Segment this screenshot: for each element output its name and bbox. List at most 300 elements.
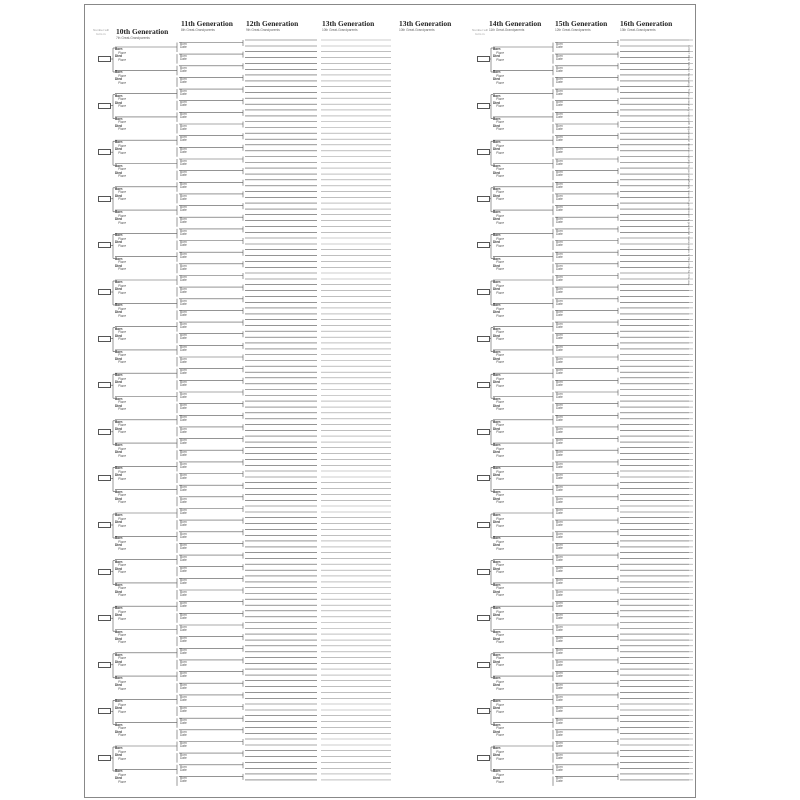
born-label: Born <box>556 496 563 501</box>
born-label: Born <box>115 210 123 215</box>
born-label: Born <box>493 116 501 121</box>
place-label: Place <box>118 586 126 591</box>
date-label: Date <box>556 336 563 341</box>
place-label: Place <box>118 243 126 248</box>
born-label: Born <box>493 233 501 238</box>
born-label: Born <box>493 186 501 191</box>
right-ancestor-number-box[interactable] <box>477 429 490 435</box>
right-ancestor-number-box[interactable] <box>477 289 490 295</box>
place-label: Place <box>118 236 126 241</box>
born-label: Born <box>180 403 187 408</box>
place-label: Place <box>496 563 504 568</box>
date-label: Date <box>556 173 563 178</box>
died-label: Died <box>493 147 500 152</box>
date-label: Date <box>180 697 187 702</box>
born-label: Born <box>556 112 563 117</box>
died-label: Died <box>115 729 122 734</box>
date-label: Date <box>180 80 187 85</box>
left-ancestor-number-box[interactable] <box>98 755 111 761</box>
header-left-12th: 12th Generation 9th Great-Grandparents <box>246 19 299 32</box>
born-label: Born <box>556 356 563 361</box>
born-label: Born <box>556 578 563 583</box>
place-label: Place <box>118 337 126 342</box>
date-label: Date <box>180 266 187 271</box>
date-label: Date <box>556 371 563 376</box>
date-label: Date <box>556 476 563 481</box>
left-ancestor-number-box[interactable] <box>98 336 111 342</box>
born-label: Born <box>556 251 563 256</box>
place-label: Place <box>496 500 504 505</box>
date-label: Date <box>556 732 563 737</box>
born-label: Born <box>493 676 501 681</box>
born-label: Born <box>556 484 563 489</box>
date-label: Date <box>556 56 563 61</box>
place-label: Place <box>496 570 504 575</box>
place-label: Place <box>118 150 126 155</box>
right-ancestor-number-box[interactable] <box>477 242 490 248</box>
place-label: Place <box>496 104 504 109</box>
died-label: Died <box>115 613 122 618</box>
date-label: Date <box>180 289 187 294</box>
born-label: Born <box>556 205 563 210</box>
place-label: Place <box>496 360 504 365</box>
right-ancestor-number-box[interactable] <box>477 755 490 761</box>
born-label: Born <box>115 722 123 727</box>
born-label: Born <box>556 170 563 175</box>
date-label: Date <box>180 324 187 329</box>
place-label: Place <box>118 702 126 707</box>
date-label: Date <box>180 56 187 61</box>
died-label: Died <box>493 54 500 58</box>
place-label: Place <box>118 73 126 78</box>
born-label: Born <box>556 648 563 652</box>
died-label: Died <box>115 380 122 385</box>
place-label: Place <box>118 726 126 731</box>
place-label: Place <box>496 702 504 707</box>
born-label: Born <box>556 193 563 198</box>
died-label: Died <box>493 473 500 478</box>
born-label: Born <box>556 88 563 93</box>
born-label: Born <box>493 489 501 494</box>
born-label: Born <box>493 419 501 424</box>
date-label: Date <box>556 243 563 248</box>
place-label: Place <box>118 120 126 125</box>
left-ancestor-number-box[interactable] <box>98 242 111 248</box>
place-label: Place <box>496 733 504 738</box>
place-label: Place <box>118 167 126 171</box>
born-label: Born <box>180 426 187 431</box>
date-label: Date <box>180 173 187 178</box>
header-right-13th: 13th Generation 10th Great-Grandparents <box>399 19 452 32</box>
header-left-11th: 11th Generation 8th Great-Grandparents <box>181 19 233 32</box>
born-label: Born <box>493 443 501 448</box>
place-label: Place <box>118 143 126 148</box>
date-label: Date <box>180 709 187 714</box>
left-ancestor-number-box[interactable] <box>98 429 111 435</box>
date-label: Date <box>556 709 563 714</box>
right-ancestor-number-box[interactable] <box>477 336 490 342</box>
died-label: Died <box>115 77 122 82</box>
left-ancestor-number-box[interactable] <box>98 615 111 621</box>
date-label: Date <box>556 301 563 306</box>
place-label: Place <box>496 80 504 85</box>
place-label: Place <box>496 306 504 311</box>
place-label: Place <box>118 469 126 474</box>
born-label: Born <box>556 473 563 478</box>
born-label: Born <box>180 659 187 664</box>
left-ancestor-number-box[interactable] <box>98 522 111 528</box>
born-label: Born <box>180 601 187 606</box>
born-label: Born <box>180 240 187 245</box>
died-label: Died <box>115 426 122 431</box>
place-label: Place <box>496 127 504 132</box>
right-ancestor-number-box[interactable] <box>477 56 490 62</box>
born-label: Born <box>180 158 187 163</box>
place-label: Place <box>118 220 126 225</box>
left-ancestor-number-box[interactable] <box>98 382 111 388</box>
born-label: Born <box>556 682 563 687</box>
place-label: Place <box>118 686 126 691</box>
died-label: Died <box>493 450 500 455</box>
born-label: Born <box>556 589 563 594</box>
date-label: Date <box>556 685 563 690</box>
died-label: Died <box>115 496 122 501</box>
date-label: Date <box>556 219 563 224</box>
born-label: Born <box>180 671 187 676</box>
born-label: Born <box>180 205 187 210</box>
date-label: Date <box>556 604 563 609</box>
place-label: Place <box>118 423 126 428</box>
date-label: Date <box>556 406 563 411</box>
date-label: Date <box>180 336 187 341</box>
date-label: Date <box>180 616 187 620</box>
place-label: Place <box>118 360 126 365</box>
place-label: Place <box>496 523 504 528</box>
place-label: Place <box>496 709 504 714</box>
born-label: Born <box>556 240 563 245</box>
date-label: Date <box>180 126 187 131</box>
born-label: Born <box>115 47 123 51</box>
born-label: Born <box>180 438 187 443</box>
born-label: Born <box>180 123 187 128</box>
born-label: Born <box>180 216 187 221</box>
left-ancestor-number-box[interactable] <box>98 569 111 575</box>
right-ancestor-number-box[interactable] <box>477 475 490 481</box>
left-ancestor-number-box[interactable] <box>98 289 111 295</box>
place-label: Place <box>118 104 126 109</box>
born-label: Born <box>180 42 187 47</box>
date-label: Date <box>556 755 563 760</box>
date-label: Date <box>180 464 187 469</box>
born-label: Born <box>180 508 187 513</box>
left-ancestor-number-box[interactable] <box>98 708 111 714</box>
died-label: Died <box>493 543 500 548</box>
copyright-notice: ©2017 Ohio Kitchen Genealogy. To the extent any non-profit organization desires copying for personal/family research, permission is granted to make copies of this chart for this use. <box>687 45 691 286</box>
died-label: Died <box>115 776 122 781</box>
number-note-right: Number will form in <box>472 28 488 36</box>
born-label: Born <box>180 321 187 326</box>
place-label: Place <box>118 539 126 544</box>
right-ancestor-number-box[interactable] <box>477 615 490 621</box>
born-label: Born <box>556 764 563 769</box>
place-label: Place <box>118 313 126 318</box>
left-ancestor-number-box[interactable] <box>98 662 111 668</box>
place-label: Place <box>118 330 126 335</box>
died-label: Died <box>115 123 122 128</box>
date-label: Date <box>180 348 187 353</box>
born-label: Born <box>556 298 563 303</box>
right-ancestor-number-box[interactable] <box>477 382 490 388</box>
place-label: Place <box>118 570 126 575</box>
date-label: Date <box>556 616 563 620</box>
born-label: Born <box>180 135 187 140</box>
left-ancestor-number-box[interactable] <box>98 475 111 481</box>
place-label: Place <box>496 150 504 155</box>
place-label: Place <box>496 143 504 148</box>
place-label: Place <box>118 400 126 404</box>
date-label: Date <box>556 674 563 679</box>
date-label: Date <box>556 185 563 189</box>
date-label: Date <box>180 301 187 306</box>
died-label: Died <box>493 310 500 315</box>
date-label: Date <box>556 359 563 364</box>
date-label: Date <box>556 627 563 632</box>
died-label: Died <box>493 217 500 222</box>
place-label: Place <box>118 174 126 178</box>
place-label: Place <box>118 50 126 55</box>
right-ancestor-number-box[interactable] <box>477 522 490 528</box>
place-label: Place <box>496 593 504 598</box>
date-label: Date <box>556 161 563 166</box>
born-label: Born <box>115 303 123 308</box>
died-label: Died <box>493 496 500 501</box>
place-label: Place <box>118 500 126 505</box>
place-label: Place <box>496 400 504 404</box>
died-label: Died <box>493 706 500 711</box>
place-label: Place <box>118 779 126 784</box>
died-label: Died <box>115 636 122 641</box>
date-label: Date <box>180 779 187 784</box>
born-label: Born <box>556 531 563 536</box>
born-label: Born <box>556 659 563 664</box>
born-label: Born <box>115 396 123 401</box>
born-label: Born <box>115 606 123 611</box>
born-label: Born <box>556 426 563 431</box>
died-label: Died <box>493 77 500 82</box>
date-label: Date <box>180 231 187 236</box>
born-label: Born <box>180 461 187 466</box>
born-label: Born <box>493 303 501 308</box>
died-label: Died <box>493 380 500 385</box>
right-ancestor-number-box[interactable] <box>477 569 490 575</box>
right-ancestor-number-box[interactable] <box>477 103 490 109</box>
date-label: Date <box>556 697 563 702</box>
born-label: Born <box>493 629 501 634</box>
date-label: Date <box>180 45 187 50</box>
born-label: Born <box>556 182 563 186</box>
header-right-16th: 16th Generation 13th Great-Grandparents <box>620 19 673 32</box>
place-label: Place <box>118 563 126 568</box>
place-label: Place <box>496 586 504 591</box>
born-label: Born <box>493 70 501 75</box>
place-label: Place <box>496 779 504 784</box>
date-label: Date <box>556 383 563 387</box>
born-label: Born <box>556 228 563 233</box>
header-right-14th: 14th Generation 11th Great-Grandparents <box>489 19 542 32</box>
died-label: Died <box>493 589 500 594</box>
right-ancestor-number-box[interactable] <box>477 196 490 202</box>
born-label: Born <box>556 380 563 384</box>
place-label: Place <box>118 97 126 102</box>
date-label: Date <box>556 348 563 353</box>
born-label: Born <box>556 554 563 559</box>
born-label: Born <box>180 554 187 559</box>
date-label: Date <box>556 639 563 644</box>
died-label: Died <box>115 473 122 478</box>
died-label: Died <box>493 426 500 431</box>
date-label: Date <box>180 732 187 737</box>
place-label: Place <box>118 749 126 754</box>
date-label: Date <box>180 627 187 632</box>
date-label: Date <box>180 115 187 120</box>
born-label: Born <box>180 717 187 722</box>
date-label: Date <box>556 464 563 469</box>
place-label: Place <box>496 120 504 125</box>
born-label: Born <box>556 100 563 105</box>
place-label: Place <box>496 493 504 498</box>
place-label: Place <box>496 290 504 295</box>
born-label: Born <box>493 652 501 657</box>
died-label: Died <box>115 54 122 58</box>
place-label: Place <box>496 756 504 761</box>
died-label: Died <box>115 450 122 455</box>
born-label: Born <box>180 729 187 734</box>
born-label: Born <box>556 706 563 711</box>
place-label: Place <box>496 283 504 288</box>
born-label: Born <box>180 263 187 268</box>
left-ancestor-number-box[interactable] <box>98 103 111 109</box>
place-label: Place <box>496 446 504 451</box>
born-label: Born <box>180 228 187 233</box>
born-label: Born <box>493 559 501 564</box>
born-label: Born <box>115 769 123 774</box>
header-left-13th: 13th Generation 10th Great-Grandparents <box>322 19 375 32</box>
left-ancestor-number-box[interactable] <box>98 149 111 155</box>
born-label: Born <box>180 356 187 361</box>
born-label: Born <box>556 77 563 82</box>
born-label: Born <box>115 582 123 587</box>
right-ancestor-number-box[interactable] <box>477 662 490 668</box>
date-label: Date <box>556 150 563 154</box>
born-label: Born <box>556 321 563 326</box>
right-ancestor-number-box[interactable] <box>477 708 490 714</box>
date-label: Date <box>556 534 563 539</box>
born-label: Born <box>556 449 563 454</box>
born-label: Born <box>115 233 123 238</box>
date-label: Date <box>180 441 187 446</box>
place-label: Place <box>496 749 504 754</box>
left-ancestor-number-box[interactable] <box>98 196 111 202</box>
place-label: Place <box>496 633 504 637</box>
died-label: Died <box>493 729 500 734</box>
date-label: Date <box>556 499 563 504</box>
born-label: Born <box>556 694 563 699</box>
born-label: Born <box>180 77 187 82</box>
born-label: Born <box>556 42 563 47</box>
born-label: Born <box>115 326 123 331</box>
date-label: Date <box>180 744 187 749</box>
died-label: Died <box>115 683 122 688</box>
place-label: Place <box>496 236 504 241</box>
date-label: Date <box>180 755 187 760</box>
date-label: Date <box>180 161 187 166</box>
place-label: Place <box>118 640 126 644</box>
place-label: Place <box>118 516 126 521</box>
place-label: Place <box>118 80 126 85</box>
date-label: Date <box>556 115 563 120</box>
born-label: Born <box>556 345 563 350</box>
date-label: Date <box>556 91 563 96</box>
date-label: Date <box>180 91 187 96</box>
born-label: Born <box>556 438 563 443</box>
place-label: Place <box>496 167 504 171</box>
born-label: Born <box>180 484 187 489</box>
born-label: Born <box>556 158 563 163</box>
born-label: Born <box>556 65 563 70</box>
header-right-15th: 15th Generation 12th Great-Grandparents <box>555 19 608 32</box>
born-label: Born <box>493 466 501 471</box>
born-label: Born <box>493 606 501 611</box>
place-label: Place <box>118 593 126 598</box>
born-label: Born <box>556 741 563 746</box>
born-label: Born <box>115 373 123 378</box>
date-label: Date <box>180 534 187 539</box>
date-label: Date <box>556 452 563 457</box>
date-label: Date <box>556 569 563 574</box>
born-label: Born <box>180 53 187 58</box>
born-label: Born <box>556 543 563 548</box>
born-label: Born <box>180 682 187 687</box>
date-label: Date <box>180 452 187 457</box>
place-label: Place <box>496 686 504 691</box>
died-label: Died <box>115 753 122 757</box>
date-label: Date <box>556 126 563 131</box>
place-label: Place <box>496 337 504 342</box>
place-label: Place <box>118 679 126 684</box>
place-label: Place <box>496 174 504 178</box>
left-ancestor-number-box[interactable] <box>98 56 111 62</box>
born-label: Born <box>115 513 123 517</box>
place-label: Place <box>496 50 504 55</box>
place-label: Place <box>118 476 126 481</box>
date-label: Date <box>556 546 563 551</box>
date-label: Date <box>180 138 187 143</box>
born-label: Born <box>556 601 563 606</box>
place-label: Place <box>496 97 504 102</box>
date-label: Date <box>556 429 563 434</box>
right-ancestor-number-box[interactable] <box>477 149 490 155</box>
born-label: Born <box>180 473 187 478</box>
born-label: Born <box>493 163 501 168</box>
died-label: Died <box>115 566 122 571</box>
date-label: Date <box>180 569 187 574</box>
died-label: Died <box>115 333 122 338</box>
died-label: Died <box>115 659 122 664</box>
place-label: Place <box>496 190 504 195</box>
born-label: Born <box>556 53 563 58</box>
born-label: Born <box>493 349 501 354</box>
date-label: Date <box>556 68 563 73</box>
